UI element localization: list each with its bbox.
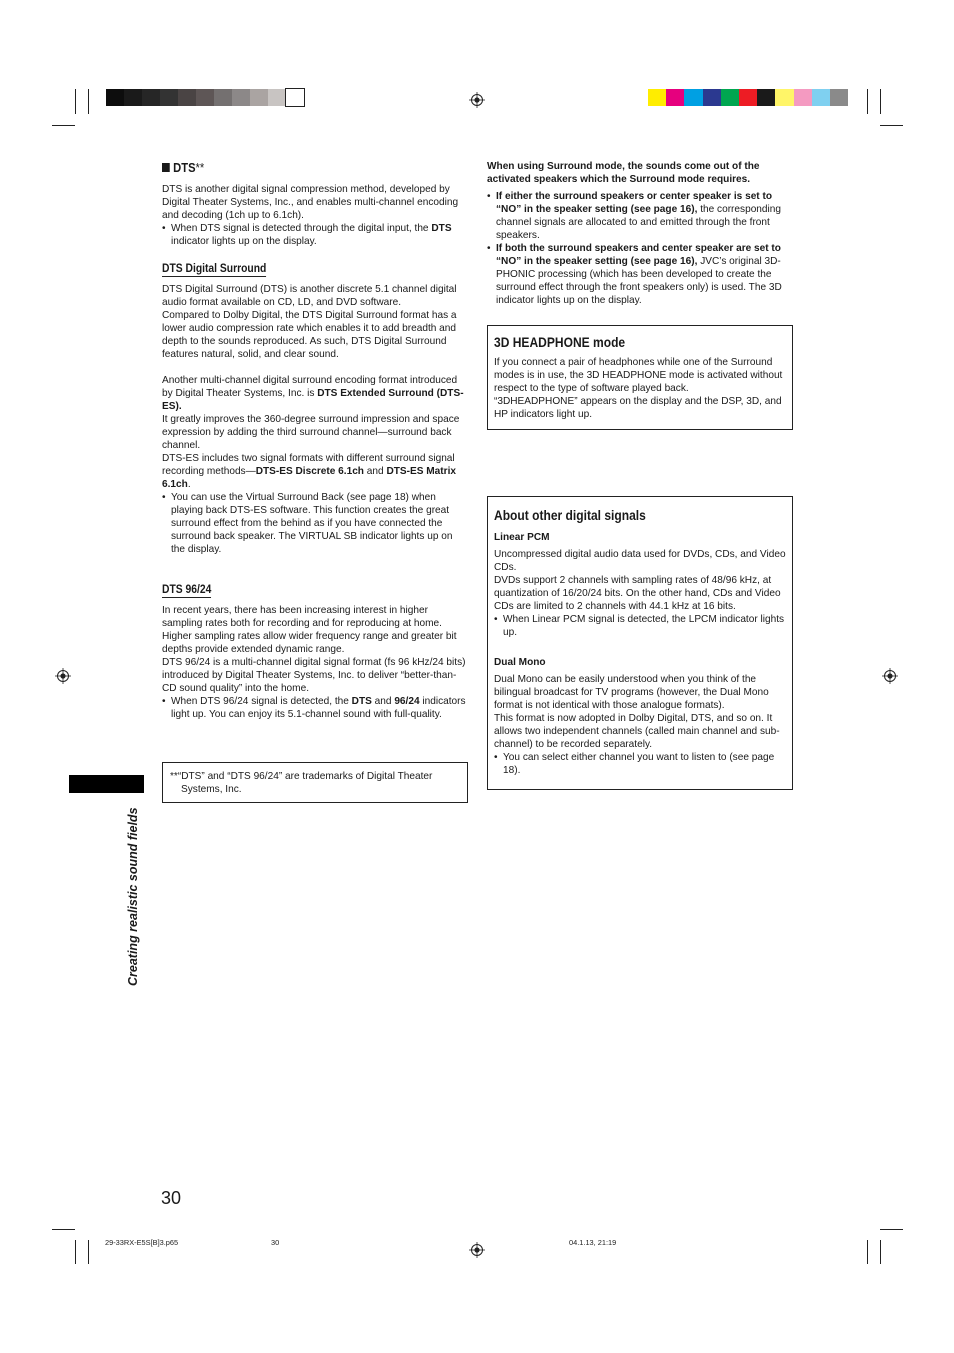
registration-mark-icon — [882, 668, 898, 684]
color-swatch — [666, 89, 684, 106]
paragraph: DTS 96/24 is a multi-channel digital signal format (fs 96 kHz/24 bits) introduced by Digital Theater Systems, Inc. to deliver “better-than-CD sound quality” into the home. — [162, 657, 466, 694]
color-swatch — [739, 89, 757, 106]
registration-mark-icon — [469, 1242, 485, 1258]
bullet-item: • When Linear PCM signal is detected, the LPCM indicator lights up. — [494, 613, 786, 639]
side-tab-label: Creating realistic sound fields — [126, 807, 140, 986]
paragraph: “3DHEADPHONE” appears on the display and the DSP, 3D, and HP indicators light up. — [494, 396, 782, 420]
color-swatch — [106, 89, 124, 106]
color-swatch — [250, 89, 268, 106]
linear-pcm-heading: Linear PCM — [494, 532, 550, 543]
color-swatch — [160, 89, 178, 106]
dts-digital-surround-section — [162, 259, 468, 556]
crop-mark — [75, 89, 76, 114]
crop-mark — [867, 1240, 868, 1264]
color-swatch — [684, 89, 702, 106]
other-signals-box — [487, 496, 793, 790]
trademark-footnote-box — [162, 762, 468, 803]
color-swatch — [794, 89, 812, 106]
crop-mark — [880, 1240, 881, 1264]
bullet-item: • You can select either channel you want to listen to (see page 18). — [494, 751, 786, 777]
dts-9624-heading: DTS 96/24 — [162, 582, 212, 596]
dual-mono-heading: Dual Mono — [494, 657, 546, 668]
dts-digital-surround-heading: DTS Digital Surround — [162, 261, 267, 275]
color-swatch — [178, 89, 196, 106]
paragraph: Another multi-channel digital surround encoding format introduced by Digital Theater Systems, Inc. is DTS Extended Surround (DTS-ES). — [162, 375, 464, 412]
crop-mark — [88, 89, 89, 114]
surround-intro: When using Surround mode, the sounds come out of the activated speakers which the Surround mode requires. — [487, 161, 760, 185]
bullet-item: • If either the surround speakers or center speaker is set to “NO” in the speaker setting (see page 16), the corresponding channel signals are allocated to and emitted through the front speakers. — [487, 190, 793, 242]
dts-heading: DTS** — [162, 160, 425, 175]
paragraph: Dual Mono can be easily understood when you think of the bilingual broadcast for TV programs (however, the Dual Mono format is not identical with those analogue formats). — [494, 674, 769, 711]
color-swatch — [812, 89, 830, 106]
paragraph: In recent years, there has been increasing interest in higher sampling rates both for recording and for reproducing at home. Higher sampling rates allow wider frequency range and greater bit depths provide extended dynamic range. — [162, 605, 457, 655]
color-swatch — [232, 89, 250, 106]
bullet-item: • You can use the Virtual Surround Back (see page 18) when playing back DTS-ES software. This function creates the great surround effect from the behind as if you have connected the surround back speaker. The VIRTUAL SB indicator lights up on the display. — [162, 491, 468, 556]
crop-mark — [867, 89, 868, 114]
footer-file-name: 29-33RX-E5S[B]3.p65 — [105, 1238, 179, 1247]
paragraph: It greatly improves the 360-degree surround impression and space expression by adding the third surround channel—surround back channel. — [162, 414, 460, 451]
color-swatch — [757, 89, 775, 106]
bullet-item: • If both the surround speakers and center speaker are set to “NO” in the speaker setting (see page 16), JVC’s original 3D-PHONIC processing (which has been developed to create the surround effect through the front speakers only) is used. The 3D indicator lights up on the display. — [487, 242, 793, 307]
side-tab-block — [69, 775, 144, 793]
color-swatch — [721, 89, 739, 106]
crop-mark — [88, 1240, 89, 1264]
surround-notes — [487, 160, 793, 307]
footer-page: 30 — [271, 1238, 280, 1247]
paragraph: If you connect a pair of headphones while one of the Surround modes is in use, the 3D HEADPHONE mode is activated without respect to the type of software played back. — [494, 357, 783, 394]
paragraph: Compared to Dolby Digital, the DTS Digital Surround format has a lower audio compression rate which enables it to add breadth and depth to the sounds reproduced. As such, DTS Digital Surround features natural, solid, and clear sound. — [162, 310, 457, 360]
color-swatch — [703, 89, 721, 106]
registration-mark-icon — [55, 668, 71, 684]
crop-mark — [880, 125, 903, 126]
color-swatch — [830, 89, 848, 106]
paragraph: Uncompressed digital audio data used for DVDs, CDs, and Video CDs. — [494, 549, 786, 573]
dts-intro: DTS is another digital signal compression method, developed by Digital Theater Systems, Inc., and enables multi-channel encoding and decoding (1ch up to 6.1ch). — [162, 184, 459, 221]
color-swatch — [286, 89, 304, 106]
paragraph: This format is now adopted in Dolby Digital, DTS, and so on. It allows two independent channels (called main channel and sub-channel) to be recorded separately. — [494, 713, 780, 750]
trademark-footnote: **“DTS” and “DTS 96/24” are trademarks of Digital Theater Systems, Inc. — [170, 771, 433, 795]
footer-date: 04.1.13, 21:19 — [569, 1238, 617, 1247]
page-number: 30 — [161, 1188, 182, 1208]
paragraph: DVDs support 2 channels with sampling rates of 48/96 kHz, at quantization of 16/20/24 bits. On the other hand, CDs and Video CDs are limited to 2 channels with 44.1 kHz at 16 bits. — [494, 575, 781, 612]
paragraph: DTS Digital Surround (DTS) is another discrete 5.1 channel digital audio format available on CD, LD, and DVD software. — [162, 284, 457, 308]
registration-mark-icon — [469, 92, 485, 108]
square-bullet-icon — [162, 163, 170, 172]
crop-mark — [52, 1229, 75, 1230]
headphone-box — [487, 325, 793, 430]
dts-9624-section — [162, 580, 468, 721]
other-signals-heading: About other digital signals — [494, 507, 646, 523]
color-swatch — [196, 89, 214, 106]
crop-mark — [880, 1229, 903, 1230]
headphone-heading: 3D HEADPHONE mode — [494, 334, 626, 350]
color-swatch — [214, 89, 232, 106]
dts-section — [162, 160, 468, 248]
color-swatch — [124, 89, 142, 106]
crop-mark — [75, 1240, 76, 1264]
color-swatch — [775, 89, 793, 106]
color-swatch — [268, 89, 286, 106]
crop-mark — [880, 89, 881, 114]
color-swatch — [142, 89, 160, 106]
bullet-item: • When DTS 96/24 signal is detected, the DTS and 96/24 indicators light up. You can enjoy its 5.1-channel sound with full-quality. — [162, 695, 468, 721]
dts-bullet: • When DTS signal is detected through the digital input, the DTS indicator lights up on the display. — [162, 222, 468, 248]
crop-mark — [52, 125, 75, 126]
color-swatch — [648, 89, 666, 106]
paragraph: DTS-ES includes two signal formats with different surround signal recording methods—DTS-ES Discrete 6.1ch and DTS-ES Matrix 6.1ch. — [162, 453, 456, 490]
